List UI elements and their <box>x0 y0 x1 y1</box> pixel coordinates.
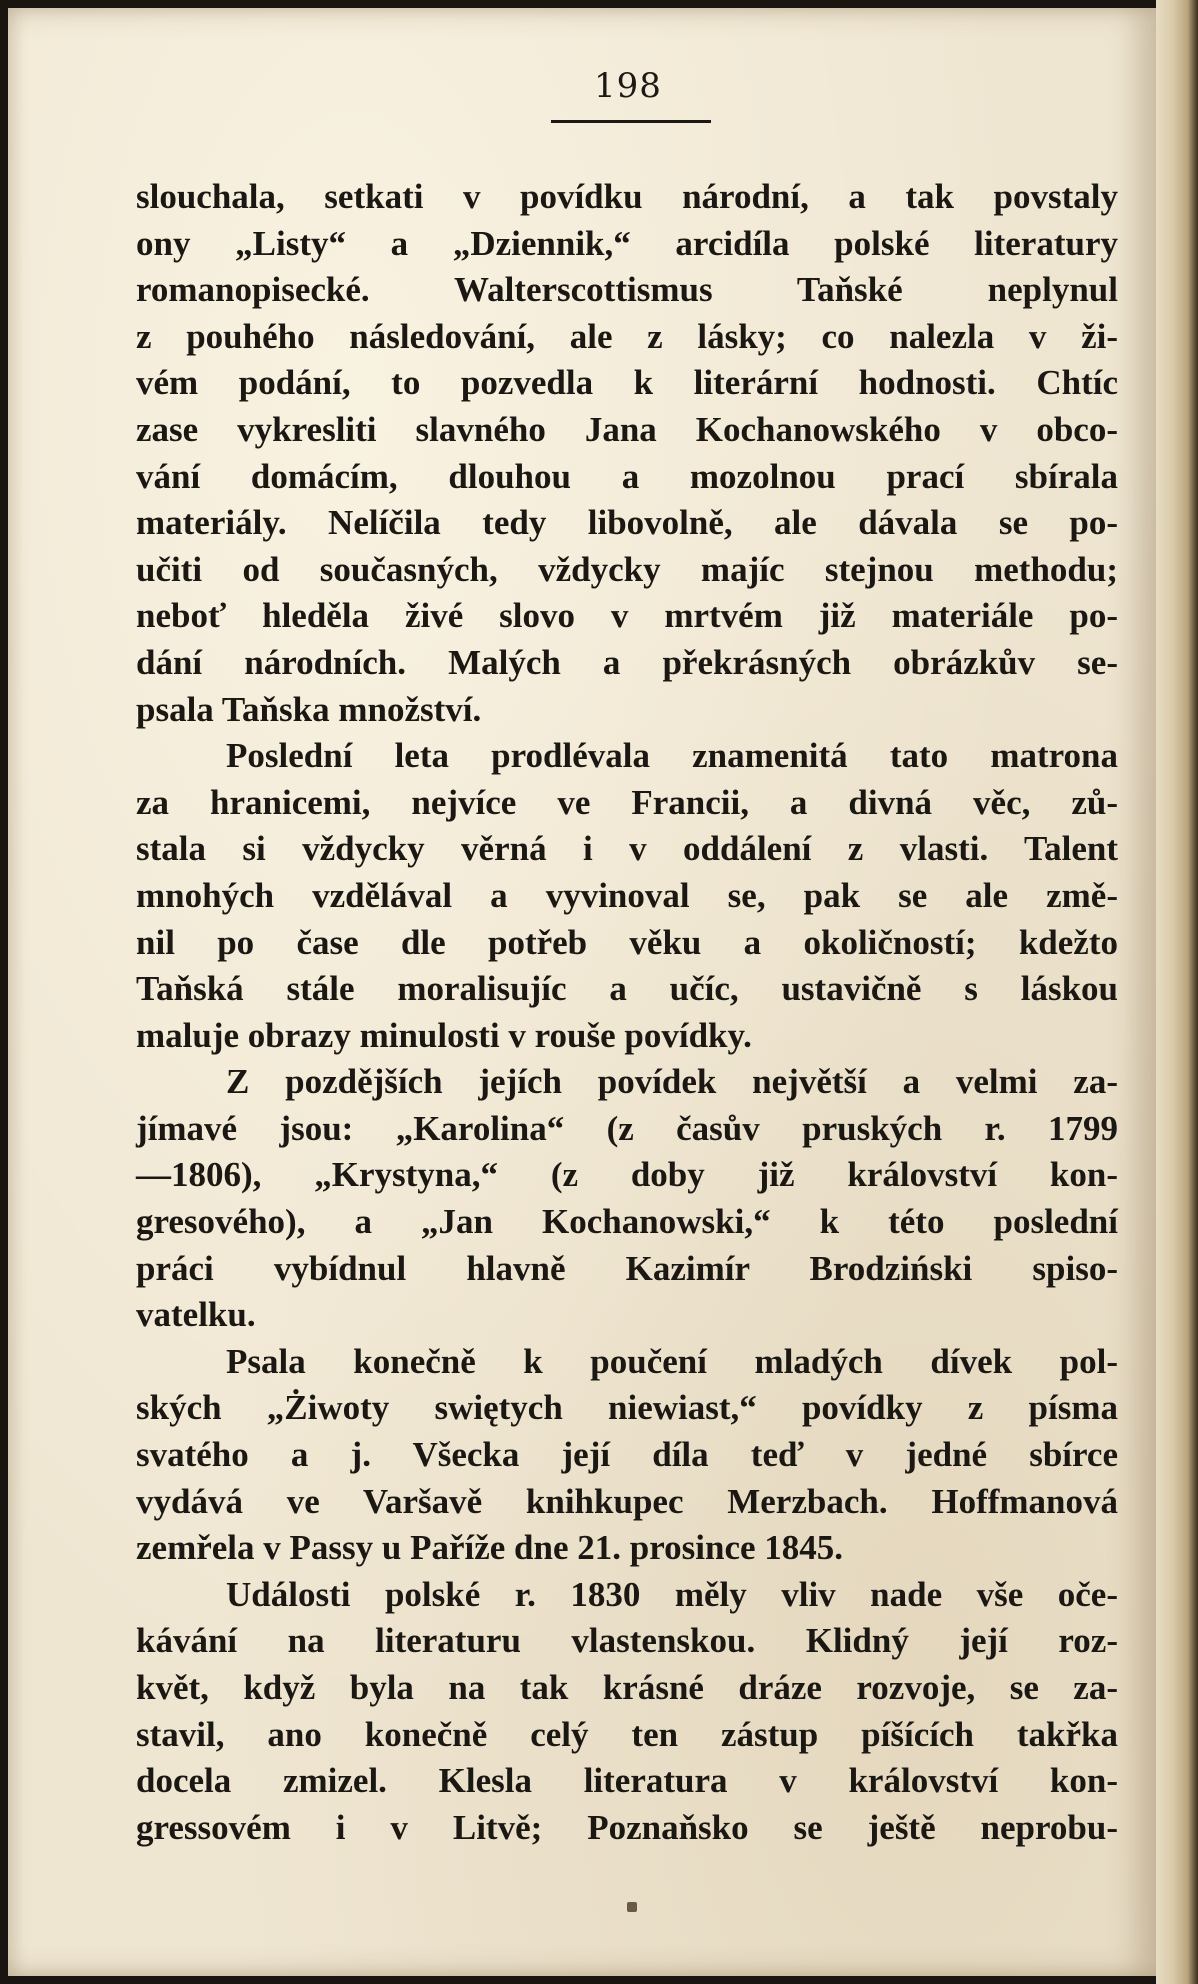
text-line: ských „Żiwoty swiętych niewiast,“ povídky z písma <box>136 1388 1118 1428</box>
book-page <box>8 8 1156 1976</box>
text-line: mnohých vzdělával a vyvinoval se, pak se ale změ- <box>136 875 1118 915</box>
text-line: zemřela v Passy u Paříže dne 21. prosince 1845. <box>136 1528 844 1568</box>
text-line: vydává ve Varšavě knihkupec Merzbach. Hoffmanová <box>136 1481 1118 1521</box>
text-line: materiály. Nelíčila tedy libovolně, ale dávala se po- <box>136 503 1118 543</box>
text-line: maluje obrazy minulosti v rouše povídky. <box>136 1015 752 1055</box>
text-line: práci vybídnul hlavně Kazimír Brodziński spiso- <box>136 1248 1118 1288</box>
text-line: učiti od současných, vždycky majíc stejnou methodu; <box>136 549 1118 589</box>
book-spine-edge <box>1156 0 1198 1984</box>
text-line: stala si vždycky věrná i v oddálení z vlasti. Talent <box>136 829 1118 869</box>
text-line: svatého a j. Všecka její díla teď v jedné sbírce <box>136 1435 1118 1475</box>
text-line: docela zmizel. Klesla literatura v království kon- <box>136 1761 1118 1801</box>
text-line: jímavé jsou: „Karolina“ (z časův pruských r. 1799 <box>136 1108 1118 1148</box>
text-line: za hranicemi, nejvíce ve Francii, a divná věc, zů- <box>136 782 1118 822</box>
page-number: 198 <box>594 66 662 106</box>
text-line: vání domácím, dlouhou a mozolnou prací sbírala <box>136 456 1118 496</box>
text-line: —1806), „Krystyna,“ (z doby již království kon- <box>136 1155 1118 1195</box>
text-line: Z pozdějších jejích povídek největší a velmi za- <box>226 1062 1118 1102</box>
text-line: zase vykresliti slavného Jana Kochanowského v obco- <box>136 409 1118 449</box>
text-line: z pouhého následování, ale z lásky; co nalezla v ži- <box>136 316 1118 356</box>
text-line: nil po čase dle potřeb věku a okoličností; kdežto <box>136 922 1118 962</box>
text-line: neboť hleděla živé slovo v mrtvém již materiále po- <box>136 596 1118 636</box>
text-line: vatelku. <box>136 1295 256 1335</box>
text-line: vém podání, to pozvedla k literární hodnosti. Chtíc <box>136 363 1118 403</box>
text-line: dání národních. Malých a překrásných obrázkův se- <box>136 642 1118 682</box>
text-line: slouchala, setkati v povídku národní, a tak povstaly <box>136 177 1118 216</box>
text-line: romanopisecké. Walterscottismus Taňské neplynul <box>136 270 1118 310</box>
text-line: psala Taňska množství. <box>136 689 482 729</box>
text-line: Psala konečně k poučení mladých dívek pol- <box>226 1341 1118 1381</box>
text-line: Události polské r. 1830 měly vliv nade vše oče- <box>226 1574 1118 1614</box>
text-line: květ, když byla na tak krásné dráze rozvoje, se za- <box>136 1668 1118 1707</box>
text-line: kávání na literaturu vlastenskou. Klidný její roz- <box>136 1621 1118 1661</box>
text-line: Poslední leta prodlévala znamenitá tato matrona <box>226 736 1118 776</box>
text-line: gressovém i v Litvě; Poznaňsko se ještě neprobu- <box>136 1807 1118 1847</box>
body-text <box>136 174 1118 1851</box>
text-line: gresového), a „Jan Kochanowski,“ k této poslední <box>136 1202 1118 1242</box>
text-line: stavil, ano konečně celý ten zástup píšících takřka <box>136 1714 1118 1754</box>
bottom-ornament <box>627 1902 637 1912</box>
text-line: ony „Listy“ a „Dziennik,“ arcidíla polské literatury <box>136 223 1118 263</box>
text-line: Taňská stále moralisujíc a učíc, ustavičně s láskou <box>136 969 1118 1009</box>
page-number-rule <box>551 120 711 123</box>
